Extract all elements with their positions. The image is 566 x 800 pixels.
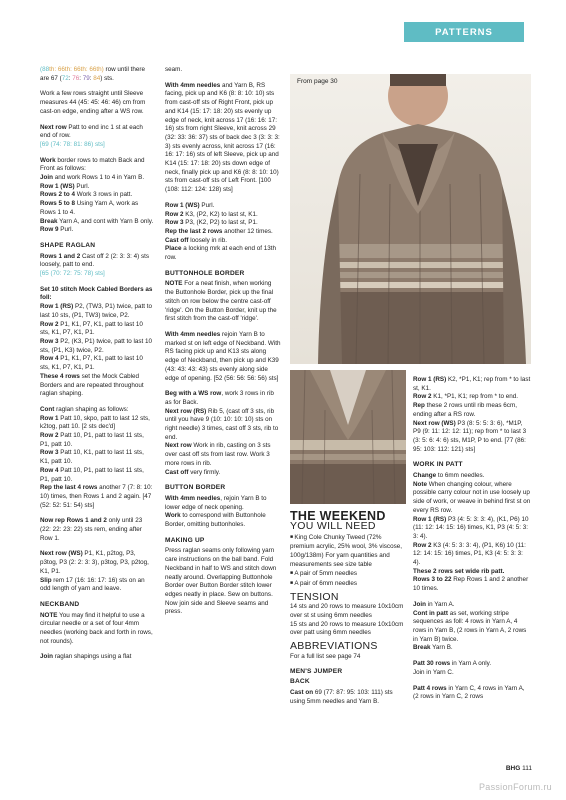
sleeve-length-para: Work a few rows straight until Sleeve measures 44 (45: 45: 46: 46) cm from cast-on edge, ending after a WS row.: [40, 90, 146, 115]
tension-text-2: 15 sts and 20 rows to measure 10x10cm over patt using 6mm needles: [290, 620, 404, 637]
footer-brand: BHG: [505, 765, 521, 772]
photo-caption: From page 30: [297, 78, 338, 85]
column-1: [40, 66, 154, 669]
button-border-heading: BUTTON BORDER: [165, 484, 226, 492]
next-row-ws-para: Next row (WS) P1, K1, p2tog, P3, p3tog, P3 (2: 2: 3: 3), p3tog, P3, p2tog, K1, P1. Slip rem 17 (16: 16: 17: 16) sts on an odd length of yarn and leave.: [40, 550, 149, 593]
rib-para: Row 1 (RS) K2, *P1, K1; rep from * to last st, K1. Row 2 K1, *P1, K1; rep from * to end. Rep these 2 rows until rib meas 6cm, ending after a RS row. Next row (WS) P3 (8: 5: 5: 3: 6), *M1P, P9 (9: 11: 12: 12: 11); rep from * to last 3 (3: 5: 6: 4: 6) sts, M1P, P to end. [77 (86: 95: 103: 112: 121) sts]: [413, 376, 531, 453]
neckband-heading: NECKBAND: [40, 600, 80, 608]
work-in-patt-heading: WORK IN PATT: [413, 461, 463, 469]
cast-on-text: Cast on 69 (77: 87: 95: 103: 111) sts using 5mm needles and Yarn B.: [290, 688, 393, 705]
change-needles-para: Change to 6mm needles. Note When changing colour, where possible carry colour not in use loosely up side of work, or weave in behind first st on every RS row. Row 1 (RS) P3 (4: 5: 3: 3: 4), (K1, P6) 10 (11: 12: 14: 15: 16) times, K1, P3 (4: 5: 3: 3: 4). Row 2 K3 (4: 5: 3: 3: 4), (P1, K6) 10 (11: 12: 14: 15: 16) times, P1, K3 (4: 5: 3: 3: 4). These 2 rows set wide rib patt. Rows 3 to 22 Rep Rows 1 and 2 another 10 times.: [413, 472, 531, 593]
abbreviations-text: For a full list see page 74: [290, 652, 361, 660]
raglan-cast-off-para: Rows 1 and 2 Cast off 2 (2: 3: 3: 4) sts loosely, patt to end. [65 (70: 72: 75: 78) sts]: [40, 252, 150, 278]
border-rows-para: Work border rows to match Back and Front as follows: Join and work Rows 1 to 4 in Yarn B. Row 1 (WS) Purl. Rows 2 to 4 Work 3 rows in patt. Rows 5 to 8 Using Yarn A, work as Rows 1 to 4. Break Yarn A, and cont with Yarn B only. Row 9 Purl.: [40, 156, 154, 234]
page-footer: [506, 765, 532, 772]
buttonhole-pickup-para: With 4mm needles rejoin Yarn B to marked st on left edge of Neckband. With RS facing pick up and K13 sts along edge of Neckband, then pick up and K39 (43: 43: 43: 43) sts evenly along side edge of opening. [52 (56: 56: 56: 56) sts]: [165, 330, 281, 382]
tension-text-1: 14 sts and 20 rows to measure 10x10cm over st st using 6mm needles: [290, 603, 404, 620]
mens-jumper-heading: MEN'S JUMPER: [290, 667, 343, 675]
sleeve-decrease-para: (88th: 66th: 66th: 66th) row until there are 67 (72: 76: 79: 84) sts.: [40, 66, 146, 82]
buttonhole-border-heading: BUTTONHOLE BORDER: [165, 269, 245, 277]
buttonhole-note-para: NOTE For a neat finish, when working the Buttonhole Border, pick up the final stitch on row below the centre cast-off 'ridge'. On the Button Border, knit up the first stitch from the cast-off 'ridge'.: [165, 280, 277, 323]
site-watermark: PassionForum.ru: [478, 782, 552, 792]
shape-raglan-heading: SHAPE RAGLAN: [40, 241, 96, 249]
rows-1-2-para: Now rep Rows 1 and 2 only until 23 (22: 22: 23: 22) sts rem, ending after Row 1.: [40, 517, 143, 542]
join-yarn-a-para: Join in Yarn A. Cont in patt as set, working stripe sequences as foll: 4 rows in Yarn A, 4 rows in Yarn B, (2 rows in Yarn A, 2 rows in Yarn B) twice. Break Yarn B.: [413, 600, 527, 652]
column-4: [413, 376, 531, 709]
rib-rows-para: Row 1 (WS) Purl. Row 2 K3, (P2, K2) to last st, K1. Row 3 P3, (K2, P2) to last st, P1. Rep the last 2 rows another 12 times. Cast off loosely in rib. Place a locking mrk at each end of 13th row.: [165, 201, 276, 262]
join-raglan-para: Join raglan shapings using a flat: [40, 653, 132, 661]
tension-heading: TENSION: [290, 590, 339, 603]
seam-para: seam.: [165, 66, 183, 73]
jumper-photo-illustration: [290, 74, 531, 364]
neckband-note-para: NOTE You may find it helpful to use a circular needle or a set of four 4mm needles (working back and forth in rows, not rounds).: [40, 611, 153, 645]
patt-30-rows-para: Patt 30 rows in Yarn A only. Join in Yarn C.: [413, 660, 492, 676]
yarn-item: ■ King Cole Chunky Tweed (72% premium acrylic, 25% wool, 3% viscose, 100g/138m) For yarn quantities and measurements see size table: [290, 533, 406, 569]
section-tab: PATTERNS: [404, 22, 524, 42]
you-will-need-heading: YOU WILL NEED: [290, 519, 376, 532]
neckband-pickup-para: With 4mm needles and Yarn B, RS facing, pick up and K6 (8: 8: 10: 10) sts from cast-off sts of Right Front, pick up and K14 (15: 17: 18: 20) sts evenly up edge of neck, knit across 17 (16: 16: 17: 16) sts from right Sleeve, knit across 29 (32: 33: 36: 37) sts of back dec 3 (3: 3: 3: 3) sts evenly across, knit across 17 (16: 16: 17: 16) sts of left Sleeve, pick up and K14 (15: 17: 18: 20) sts down edge of neck, finally pick up and K6 (8: 8: 10: 10) sts from cast-off sts of Left Front. [100 (108: 112: 124: 128) sts]: [165, 81, 280, 194]
making-up-heading: MAKING UP: [165, 536, 205, 544]
main-photo: [290, 74, 531, 364]
collar-detail-illustration: [290, 370, 406, 504]
detail-photo: [290, 370, 406, 504]
mock-cable-para: Set 10 stitch Mock Cabled Borders as foll: Row 1 (RS) P2, (TW3, P1) twice, patt to last 10 sts, (P1, TW3) twice, P2. Row 2 P1, K1, P7, K1, patt to last 10 sts, K1, P7, K1, P1. Row 3 P2, (K3, P1) twice, patt to last 10 sts, (P1, K3) twice, P2. Row 4 P1, K1, P7, K1, patt to last 10 sts, K1, P7, K1, P1. These 4 rows set the Mock Cabled Borders and are repeated throughout raglan shaping.: [40, 285, 153, 398]
abbreviations-heading: ABBREVIATIONS: [290, 640, 378, 653]
buttonhole-rows-para: Beg with a WS row, work 3 rows in rib as for Back. Next row (RS) Rib 5, (cast off 3 sts, rib until you have 9 (10: 10: 10: 10) sts on right needle) 3 times, cast off 3 sts, rib to end. Next row Work in rib, casting on 3 sts over cast off sts from last row. Work 3 more rows in rib. Cast off very firmly.: [165, 390, 279, 476]
raglan-shaping-para: Cont raglan shaping as follows: Row 1 Patt 10, skpo, patt to last 12 sts, k2tog, patt 10. [2 sts dec'd] Row 2 Patt 10, P1, patt to last 11 sts, P1, patt 10. Row 3 Patt 10, K1, patt to last 11 sts, K1, patt 10. Row 4 Patt 10, P1, patt to last 11 sts, P1, patt 10. Rep the last 4 rows another 7 (7: 8: 10: 10) times, then Rows 1 and 2 again. [47 (52: 52: 51: 54) sts]: [40, 405, 153, 509]
back-heading: BACK: [290, 678, 310, 686]
needles-5mm-item: ■ A pair of 5mm needles: [290, 569, 406, 579]
column-3: [290, 509, 406, 706]
making-up-para: Press raglan seams only following yarn care instructions on the ball band. Fold Neckband in half to WS and stitch down neatly around. Overlapping Buttonhole Border over Button Border stitch lower edges neatly in place. Sew on buttons. Now join side and Sleeve seams and press.: [165, 547, 277, 616]
needles-6mm-item: ■ A pair of 6mm needles: [290, 579, 406, 589]
page-number: 111: [522, 765, 532, 772]
pattern-title: THE WEEKEND: [290, 509, 386, 523]
column-2: [165, 66, 281, 624]
button-border-para: With 4mm needles, rejoin Yarn B to lower edge of neck opening. Work to correspond with Buttonhole Border, omitting buttonholes.: [165, 494, 267, 529]
patt-4-rows-para: Patt 4 rows in Yarn C, 4 rows in Yarn A, (2 rows in Yarn C, 2 rows: [413, 684, 525, 701]
next-row-para: Next row Patt to end inc 1 st at each end of row. [69 (74: 78: 81: 86) sts]: [40, 123, 143, 148]
